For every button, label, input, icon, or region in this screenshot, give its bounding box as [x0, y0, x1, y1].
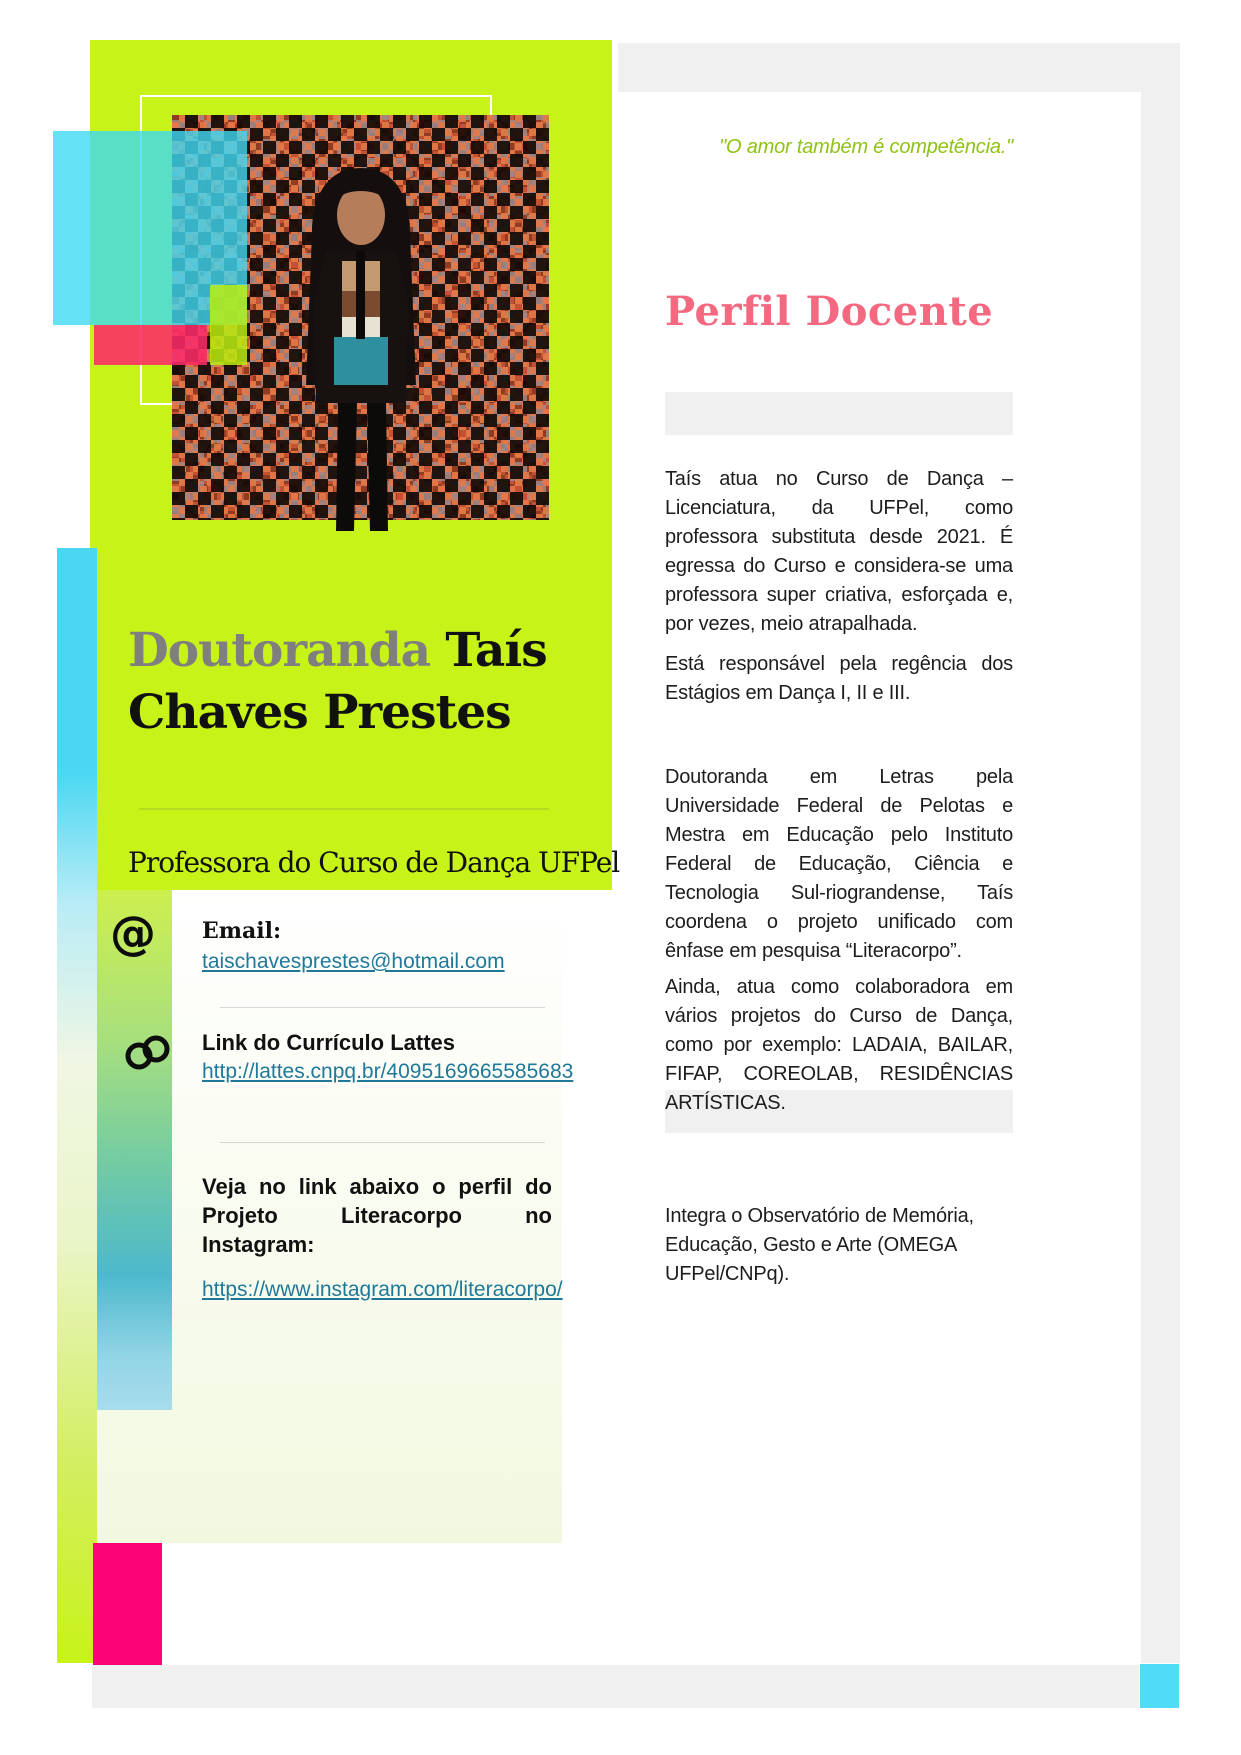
lattes-label: Link do Currículo Lattes [202, 1030, 456, 1055]
name-first: Taís [445, 623, 547, 678]
person-silhouette [256, 153, 466, 533]
decor-bottom-cyan-square [1140, 1664, 1179, 1708]
contact-divider-2 [220, 1142, 545, 1143]
page-title: Perfil Docente [665, 288, 994, 335]
decor-bottom-pink-block [93, 1543, 162, 1665]
decor-green-square [210, 285, 247, 365]
bio-paragraph-5: Integra o Observatório de Memória, Educação, Gesto e Arte (OMEGA UFPel/CNPq). [665, 1205, 974, 1285]
bio-paragraph-1: Taís atua no Curso de Dança – Licenciatura, da UFPel, como professora substituta desde 2021. É egressa do Curso e considera-se uma professora super criativa, esforçada e, por vezes, meio atrapalhada. [665, 468, 1013, 635]
lattes-link[interactable]: http://lattes.cnpq.br/4095169665585683 [202, 1060, 574, 1083]
decor-contact-gradient-strip [97, 890, 172, 1410]
decor-pink-rect [94, 325, 207, 365]
quote-text: "O amor também é competência." [719, 136, 1013, 158]
email-link[interactable]: taischavesprestes@hotmail.com [202, 950, 505, 973]
instagram-label: Veja no link abaixo o perfil do Projeto Literacorpo no Instagram: [202, 1174, 552, 1257]
name-line1 [128, 620, 547, 682]
green-panel-divider [139, 808, 549, 810]
section-bar-top [665, 392, 1013, 435]
bio-paragraph-3: Doutoranda em Letras pela Universidade Federal de Pelotas e Mestra em Educação pelo Instituto Federal de Educação, Ciência e Tecnologia Sul-riograndense, Taís coordena o projeto unificado com ênfase em pesquisa “Literacorpo”. [665, 766, 1013, 962]
professor-role: Professora do Curso de Dança UFPel [128, 846, 620, 879]
bottom-gray-bar [92, 1665, 1139, 1708]
name-title-prefix: Doutoranda [128, 623, 446, 678]
professor-name [128, 620, 547, 744]
contact-divider-1 [220, 1007, 545, 1008]
at-icon: @ [110, 906, 156, 960]
bio-paragraph-2: Está responsável pela regência dos Estágios em Dança I, II e III. [665, 653, 1013, 704]
bio-paragraph-4: Ainda, atua como colaboradora em vários projetos do Curso de Dança, como por exemplo: LADAIA, BAILAR, FIFAP, COREOLAB, RESIDÊNCIAS ARTÍSTICAS. [665, 976, 1013, 1114]
link-icon [122, 1032, 174, 1074]
email-label: Email: [202, 918, 282, 944]
decor-left-gradient-bar [57, 548, 97, 1663]
name-line2: Chaves Prestes [128, 685, 511, 740]
instagram-link[interactable]: https://www.instagram.com/literacorpo/ [202, 1278, 563, 1301]
